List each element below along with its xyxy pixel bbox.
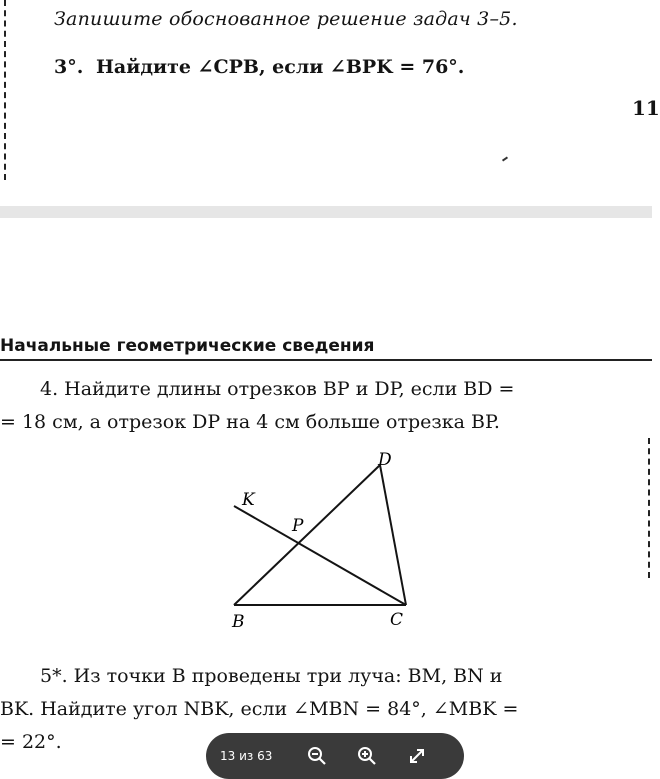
page-indicator: 13 из 63 [220, 749, 273, 763]
zoom-in-icon [357, 746, 377, 766]
viewer-zoom-bar [206, 733, 464, 779]
label-k: K [242, 490, 255, 510]
label-c: C [390, 610, 404, 630]
top-page [0, 0, 660, 206]
task-3-text: Найдите ∠CPB, если ∠BPK = 76°. [95, 56, 465, 78]
expand-icon [407, 746, 427, 766]
label-d: D [378, 450, 392, 470]
expand-button[interactable] [402, 741, 432, 771]
label-b: B [232, 612, 245, 632]
zoom-out-button[interactable] [302, 741, 332, 771]
cut-line [4, 0, 6, 180]
task-5-line-1: 5*. Из точки B проведены три луча: BM, BN и [40, 665, 503, 687]
pen-mark [502, 156, 508, 161]
task-3 [54, 56, 464, 78]
zoom-out-icon [307, 746, 327, 766]
section-title: Начальные геометрические сведения [0, 336, 375, 356]
segment-bd [234, 465, 380, 605]
task-5-line-3: = 22°. [0, 731, 62, 753]
page-number: 11 [632, 96, 660, 120]
task-4-line-2: = 18 см, а отрезок DP на 4 см больше отрезка BP. [0, 411, 500, 433]
task-3-number: 3°. [54, 56, 84, 78]
ray-ck [234, 506, 406, 605]
zoom-in-button[interactable] [352, 741, 382, 771]
segment-dc [380, 465, 406, 605]
triangle-figure [200, 445, 440, 635]
cut-line-right [648, 438, 650, 578]
task-4-line-1: 4. Найдите длины отрезков BP и DP, если BD = [40, 378, 515, 400]
section-divider [0, 359, 652, 361]
page-gap [0, 206, 652, 218]
label-p: P [292, 516, 304, 536]
task-4 [0, 373, 652, 439]
instruction-text: Запишите обоснованное решение задач 3–5. [54, 8, 518, 30]
task-5-line-2: BK. Найдите угол NBK, если ∠MBN = 84°, ∠MBK = [0, 698, 519, 720]
